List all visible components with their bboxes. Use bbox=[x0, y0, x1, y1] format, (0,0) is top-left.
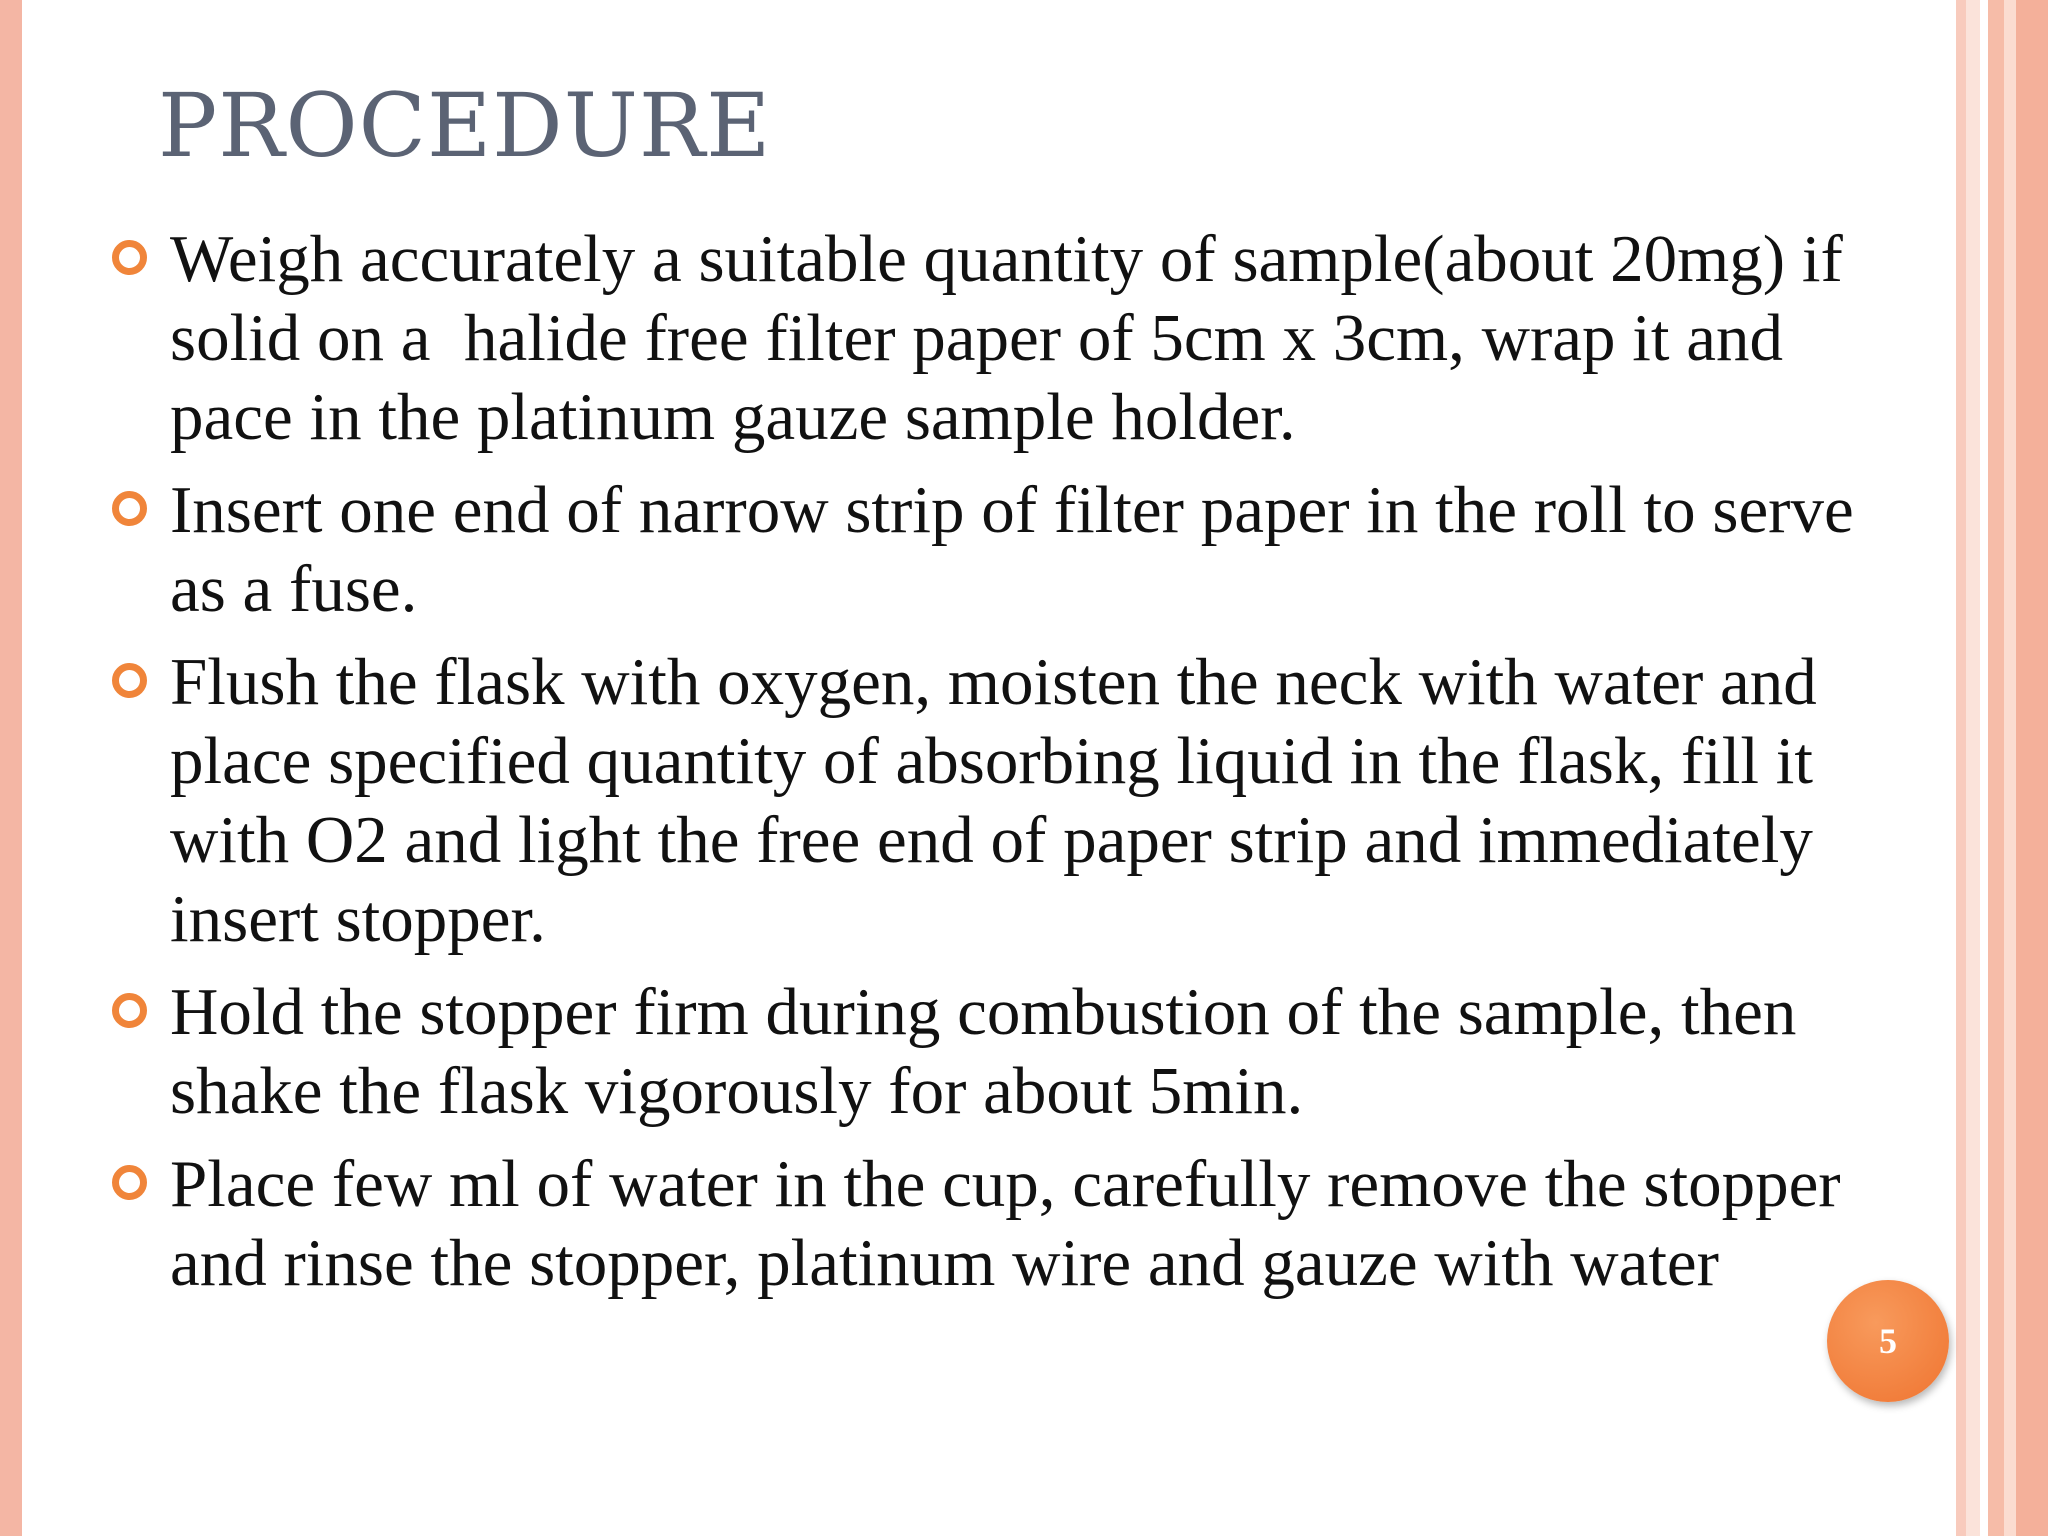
right-border-stripe bbox=[1988, 0, 2004, 1536]
page-number-badge: 5 bbox=[1827, 1280, 1949, 1402]
bullet-item bbox=[100, 1145, 1890, 1303]
right-border-stripe bbox=[2004, 0, 2016, 1536]
left-border-stripe bbox=[0, 0, 22, 1536]
bullet-text: Weigh accurately a suitable quantity of sample(about 20mg) if solid on a halide free filter paper of 5cm x 3cm, wrap it and pace in the platinum gauze sample holder. bbox=[170, 222, 1860, 454]
circle-bullet-icon bbox=[112, 1165, 147, 1200]
bullet-text: Flush the flask with oxygen, moisten the neck with water and place specified quantity of absorbing liquid in the flask, fill it with O2 and light the free end of paper strip and immediately insert stopper. bbox=[170, 645, 1834, 956]
bullet-text: Insert one end of narrow strip of filter paper in the roll to serve as a fuse. bbox=[170, 473, 1871, 626]
bullet-list bbox=[100, 220, 1890, 1317]
bullet-text: Hold the stopper firm during combustion of the sample, then shake the flask vigorously for about 5min. bbox=[170, 975, 1814, 1128]
circle-bullet-icon bbox=[112, 993, 147, 1028]
right-border-stripe bbox=[1966, 0, 1980, 1536]
right-border-stripe bbox=[1956, 0, 1966, 1536]
bullet-item bbox=[100, 220, 1890, 457]
bullet-item bbox=[100, 471, 1890, 629]
bullet-text: Place few ml of water in the cup, carefully remove the stopper and rinse the stopper, platinum wire and gauze with water bbox=[170, 1147, 1858, 1300]
right-border-stripe bbox=[1980, 0, 1988, 1536]
circle-bullet-icon bbox=[112, 663, 147, 698]
right-border-stripe bbox=[2016, 0, 2048, 1536]
circle-bullet-icon bbox=[112, 491, 147, 526]
circle-bullet-icon bbox=[112, 240, 147, 275]
slide-title: PROCEDURE bbox=[158, 74, 772, 177]
bullet-item bbox=[100, 643, 1890, 959]
bullet-item bbox=[100, 973, 1890, 1131]
